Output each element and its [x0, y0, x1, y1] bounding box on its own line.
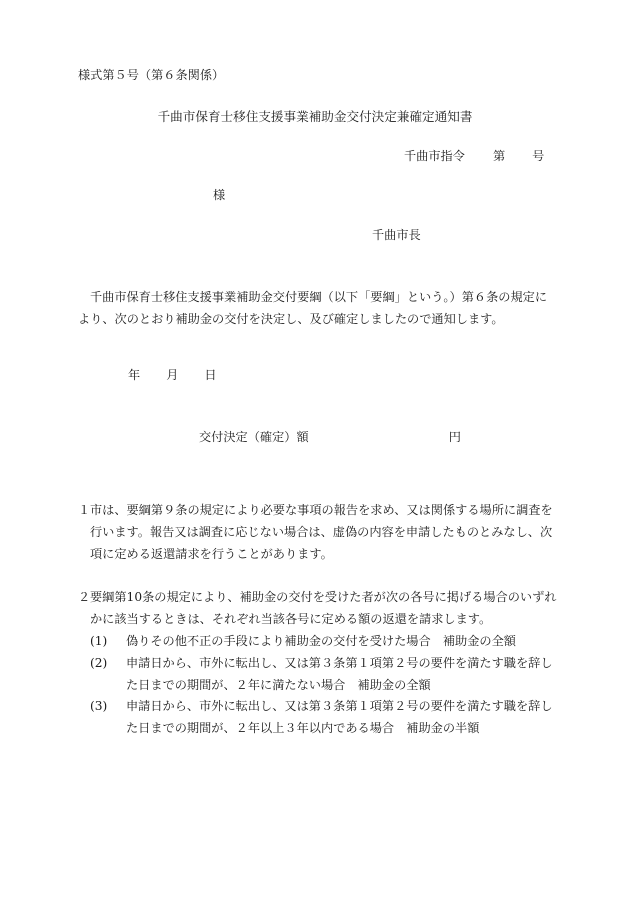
note-text: 要綱第10条の規定により、補助金の交付を受けた者が次の各号に掲げる場合のいずれかに該当するときは、それぞれ当該各号に定める額の返還を請求します。	[90, 590, 557, 627]
document-title: 千曲市保育士移住支援事業補助金交付決定兼確定通知書	[157, 109, 473, 124]
sub-item-number: (3)	[90, 699, 108, 714]
date-year: 年	[128, 368, 141, 382]
doc-number-go: 号	[532, 149, 545, 163]
date-day: 日	[204, 368, 217, 382]
body-text: 千曲市保育士移住支援事業補助金交付要綱（以下「要綱」という。）第６条の規定により、次のとおり補助金の交付を決定し、及び確定しましたので通知します。	[78, 290, 548, 326]
amount-label: 交付決定（確定）額	[199, 430, 309, 444]
sub-item-number: (1)	[90, 633, 108, 648]
sub-item-3	[78, 696, 558, 740]
doc-number-label: 千曲市指令	[404, 149, 465, 163]
note-number: １	[78, 503, 91, 517]
sub-item-number: (2)	[90, 655, 108, 670]
date-line	[128, 366, 217, 383]
sub-item-text: 申請日から、市外に転出し、又は第３条第１項第２号の要件を満たす職を辞した日までの期間が、２年に満たない場合 補助金の全額	[126, 655, 553, 692]
note-2	[78, 587, 558, 631]
notes-section	[78, 500, 558, 740]
date-month: 月	[166, 368, 179, 382]
sub-item-text: 申請日から、市外に転出し、又は第３条第１項第２号の要件を満たす職を辞した日までの期間が、２年以上３年以内である場合 補助金の半額	[126, 699, 553, 736]
note-number: ２	[78, 590, 91, 605]
issuer: 千曲市長	[372, 228, 421, 242]
document-number	[404, 147, 544, 164]
addressee-suffix: 様	[213, 188, 226, 202]
doc-number-dai: 第	[492, 149, 506, 163]
form-number: 様式第５号（第６条関係）	[78, 68, 225, 82]
sub-item-2	[78, 653, 558, 697]
note-1	[78, 500, 558, 565]
sub-item-1	[78, 631, 558, 653]
amount-line	[199, 428, 461, 445]
note-text: 市は、要綱第９条の規定により必要な事項の報告を求め、又は関係する場所に調査を行います。報告又は調査に応じない場合は、虚偽の内容を申請したものとみなし、次項に定める返還請求を行うことがあります。	[90, 503, 553, 561]
sub-item-text: 偽りその他不正の手段により補助金の交付を受けた場合 補助金の全額	[126, 633, 516, 648]
amount-unit: 円	[448, 430, 461, 444]
